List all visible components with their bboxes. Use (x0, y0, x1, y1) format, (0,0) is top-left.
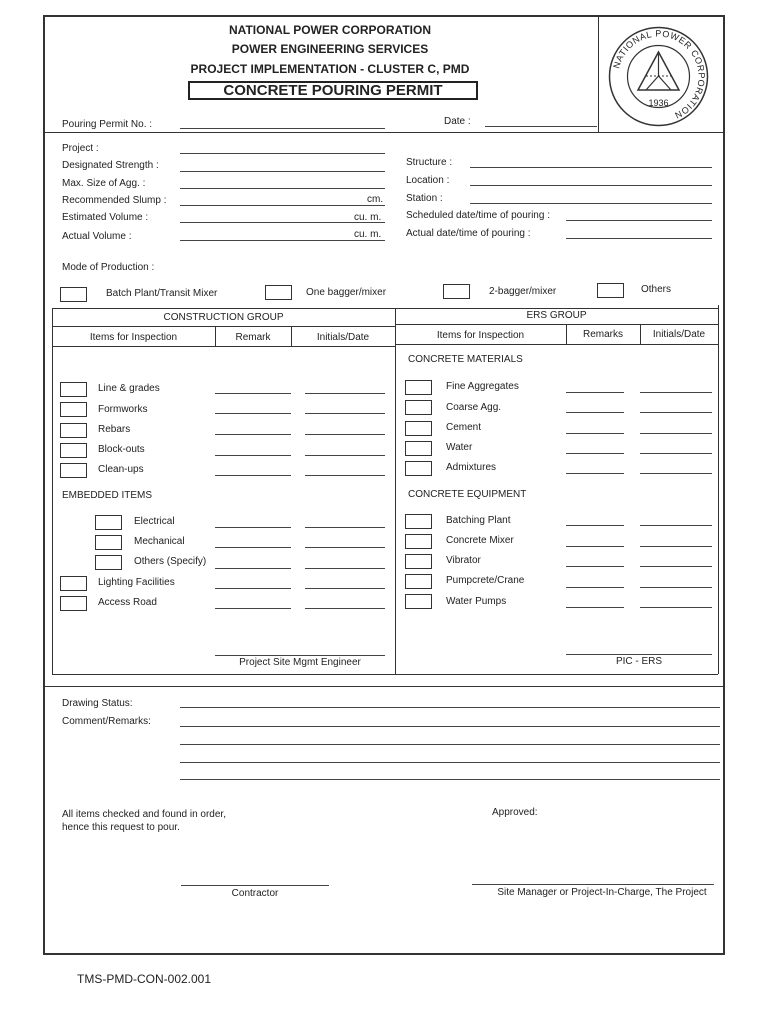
actual-datetime-label: Actual date/time of pouring : (406, 228, 531, 239)
checkbox-cement[interactable] (405, 421, 432, 436)
remark-fine-aggregates[interactable] (566, 392, 624, 393)
ers-header-divider (395, 344, 718, 345)
act-volume-field[interactable] (180, 240, 385, 241)
initials-vibrator[interactable] (640, 566, 712, 567)
remark-line-grades[interactable] (215, 393, 291, 394)
remark-rebars[interactable] (215, 434, 291, 435)
slump-field[interactable] (180, 205, 385, 206)
divider-permit (45, 132, 723, 133)
permit-no-field[interactable] (180, 128, 385, 129)
scheduled-field[interactable] (566, 220, 712, 221)
scheduled-label: Scheduled date/time of pouring : (406, 210, 550, 221)
approved-label: Approved: (492, 807, 538, 818)
contractor-signature-line[interactable] (181, 885, 329, 886)
initials-access-road[interactable] (305, 608, 385, 609)
checkbox-access-road[interactable] (60, 596, 87, 611)
remark-mechanical[interactable] (215, 547, 291, 548)
item-clean-ups: Clean-ups (98, 464, 144, 475)
initials-fine-aggregates[interactable] (640, 392, 712, 393)
checkbox-clean-ups[interactable] (60, 463, 87, 478)
remark-access-road[interactable] (215, 608, 291, 609)
item-concrete-mixer: Concrete Mixer (446, 535, 514, 546)
cons-col-initials: Initials/Date (316, 332, 370, 343)
initials-clean-ups[interactable] (305, 475, 385, 476)
cons-signatory: Project Site Mgmt Engineer (239, 657, 361, 668)
structure-label: Structure : (406, 157, 453, 168)
ers-group-title: ERS GROUP (526, 310, 587, 321)
item-access-road: Access Road (98, 597, 157, 608)
initials-admixtures[interactable] (640, 473, 712, 474)
initials-others-specify[interactable] (305, 568, 385, 569)
concrete-equipment-title: CONCRETE EQUIPMENT (408, 489, 527, 500)
strength-label: Designated Strength : (62, 160, 159, 171)
actual-datetime-field[interactable] (566, 238, 712, 239)
cons-col-remark: Remark (235, 332, 271, 343)
item-line-grades: Line & grades (98, 383, 160, 394)
org-name: NATIONAL POWER CORPORATION (229, 23, 431, 37)
ers-col-remarks: Remarks (582, 329, 623, 340)
remark-admixtures[interactable] (566, 473, 624, 474)
est-volume-label: Estimated Volume : (62, 212, 149, 223)
dept-name: POWER ENGINEERING SERVICES (231, 42, 429, 56)
item-water-pumps: Water Pumps (446, 596, 507, 607)
remark-formworks[interactable] (215, 413, 291, 414)
station-field[interactable] (470, 203, 712, 204)
item-formworks: Formworks (98, 404, 148, 415)
slump-label: Recommended Slump : (62, 195, 167, 206)
item-block-outs: Block-outs (98, 444, 145, 455)
remark-block-outs[interactable] (215, 455, 291, 456)
item-vibrator: Vibrator (446, 555, 481, 566)
max-agg-label: Max. Size of Agg. : (62, 178, 146, 189)
checkbox-mechanical[interactable] (95, 535, 122, 550)
statement-line-2: hence this request to pour. (62, 822, 180, 833)
option-batch-plant: Batch Plant/Transit Mixer (106, 288, 218, 299)
initials-coarse-agg[interactable] (640, 412, 712, 413)
construction-group-title: CONSTRUCTION GROUP (163, 312, 284, 323)
date-label: Date : (444, 116, 471, 127)
checkbox-coarse-agg[interactable] (405, 400, 432, 415)
item-pumpcrete: Pumpcrete/Crane (446, 575, 525, 586)
checkbox-one-bagger[interactable] (265, 285, 292, 300)
remark-coarse-agg[interactable] (566, 412, 624, 413)
checkbox-water[interactable] (405, 441, 432, 456)
act-volume-unit: cu. m. (354, 229, 382, 240)
comment-line-3[interactable] (180, 762, 720, 763)
strength-field[interactable] (180, 171, 385, 172)
checkbox-fine-aggregates[interactable] (405, 380, 432, 395)
contractor-label: Contractor (231, 888, 279, 899)
remark-water-pumps[interactable] (566, 607, 624, 608)
initials-batching-plant[interactable] (640, 525, 712, 526)
seal-year: 1936 (648, 98, 669, 108)
remark-cement[interactable] (566, 433, 624, 434)
max-agg-field[interactable] (180, 188, 385, 189)
item-mechanical: Mechanical (134, 536, 185, 547)
document-code: TMS-PMD-CON-002.001 (77, 972, 212, 986)
form-title: CONCRETE POURING PERMIT (188, 81, 478, 100)
slump-unit: cm. (367, 194, 384, 205)
cons-title-divider (52, 326, 395, 327)
checkbox-admixtures[interactable] (405, 461, 432, 476)
item-cement: Cement (446, 422, 482, 433)
location-field[interactable] (470, 185, 712, 186)
comment-line-2[interactable] (180, 744, 720, 745)
checkbox-batching-plant[interactable] (405, 514, 432, 529)
ers-signature-line[interactable] (566, 654, 712, 655)
remark-pumpcrete[interactable] (566, 587, 624, 588)
seal-divider (598, 17, 599, 132)
checkbox-electrical[interactable] (95, 515, 122, 530)
remark-vibrator[interactable] (566, 566, 624, 567)
checkbox-lighting[interactable] (60, 576, 87, 591)
item-rebars: Rebars (98, 424, 131, 435)
option-one-bagger: One bagger/mixer (306, 287, 387, 298)
table-right (718, 305, 719, 674)
embedded-items-title: EMBEDDED ITEMS (62, 490, 153, 501)
concrete-materials-title: CONCRETE MATERIALS (408, 354, 523, 365)
initials-water-pumps[interactable] (640, 607, 712, 608)
initials-formworks[interactable] (305, 413, 385, 414)
initials-rebars[interactable] (305, 434, 385, 435)
initials-mechanical[interactable] (305, 547, 385, 548)
checkbox-others-specify[interactable] (95, 555, 122, 570)
comment-label: Comment/Remarks: (62, 716, 151, 727)
initials-block-outs[interactable] (305, 455, 385, 456)
date-field[interactable] (485, 126, 597, 127)
location-label: Location : (406, 175, 450, 186)
item-coarse-agg: Coarse Agg. (446, 402, 502, 413)
comment-line-1[interactable] (180, 726, 720, 727)
ers-col-items: Items for Inspection (436, 330, 525, 341)
item-fine-aggregates: Fine Aggregates (446, 381, 519, 392)
ers-col-initials: Initials/Date (652, 329, 706, 340)
remark-batching-plant[interactable] (566, 525, 624, 526)
remark-others-specify[interactable] (215, 568, 291, 569)
remark-electrical[interactable] (215, 527, 291, 528)
checkbox-block-outs[interactable] (60, 443, 87, 458)
checkbox-line-grades[interactable] (60, 382, 87, 397)
item-others-specify: Others (Specify) (134, 556, 207, 567)
checkbox-vibrator[interactable] (405, 554, 432, 569)
checkbox-water-pumps[interactable] (405, 594, 432, 609)
drawing-status-label: Drawing Status: (62, 698, 133, 709)
item-admixtures: Admixtures (446, 462, 497, 473)
item-electrical: Electrical (134, 516, 175, 527)
table-top (52, 308, 718, 309)
cons-signature-line[interactable] (215, 655, 385, 656)
item-lighting: Lighting Facilities (98, 577, 175, 588)
initials-concrete-mixer[interactable] (640, 546, 712, 547)
option-two-bagger: 2-bagger/mixer (489, 286, 557, 297)
remark-clean-ups[interactable] (215, 475, 291, 476)
initials-lighting[interactable] (305, 588, 385, 589)
initials-water[interactable] (640, 453, 712, 454)
station-label: Station : (406, 193, 443, 204)
site-manager-label: Site Manager or Project-In-Charge, The Project (497, 887, 707, 898)
permit-no-label: Pouring Permit No. : (62, 119, 153, 130)
item-water: Water (446, 442, 473, 453)
option-others: Others (641, 284, 672, 295)
comment-line-4[interactable] (180, 779, 720, 780)
initials-pumpcrete[interactable] (640, 587, 712, 588)
item-batching-plant: Batching Plant (446, 515, 511, 526)
checkbox-others[interactable] (597, 283, 624, 298)
initials-electrical[interactable] (305, 527, 385, 528)
table-bottom (52, 674, 718, 675)
project-label: Project : (62, 143, 99, 154)
act-volume-label: Actual Volume : (62, 231, 132, 242)
remark-water[interactable] (566, 453, 624, 454)
table-center (395, 308, 396, 674)
initials-cement[interactable] (640, 433, 712, 434)
svg-text:NATIONAL POWER CORPORATION: NATIONAL POWER CORPORATION (611, 28, 707, 121)
project-cluster: PROJECT IMPLEMENTATION - CLUSTER C, PMD (190, 62, 470, 76)
divider-remarks (45, 686, 723, 687)
project-field[interactable] (180, 153, 385, 154)
cons-col-items: Items for Inspection (89, 332, 178, 343)
checkbox-formworks[interactable] (60, 402, 87, 417)
remark-lighting[interactable] (215, 588, 291, 589)
checkbox-batch-plant[interactable] (60, 287, 87, 302)
checkbox-concrete-mixer[interactable] (405, 534, 432, 549)
cons-header-divider (52, 346, 395, 347)
checkbox-rebars[interactable] (60, 423, 87, 438)
structure-field[interactable] (470, 167, 712, 168)
checkbox-two-bagger[interactable] (443, 284, 470, 299)
checkbox-pumpcrete[interactable] (405, 574, 432, 589)
ers-signatory: PIC - ERS (615, 656, 663, 667)
drawing-status-field[interactable] (180, 707, 720, 708)
est-volume-unit: cu. m. (354, 212, 382, 223)
site-manager-signature-line[interactable] (472, 884, 714, 885)
npc-seal-logo (606, 24, 711, 129)
initials-line-grades[interactable] (305, 393, 385, 394)
remark-concrete-mixer[interactable] (566, 546, 624, 547)
ers-title-divider (395, 324, 718, 325)
statement-line-1: All items checked and found in order, (62, 809, 226, 820)
table-left (52, 308, 53, 674)
production-label: Mode of Production : (62, 262, 155, 273)
